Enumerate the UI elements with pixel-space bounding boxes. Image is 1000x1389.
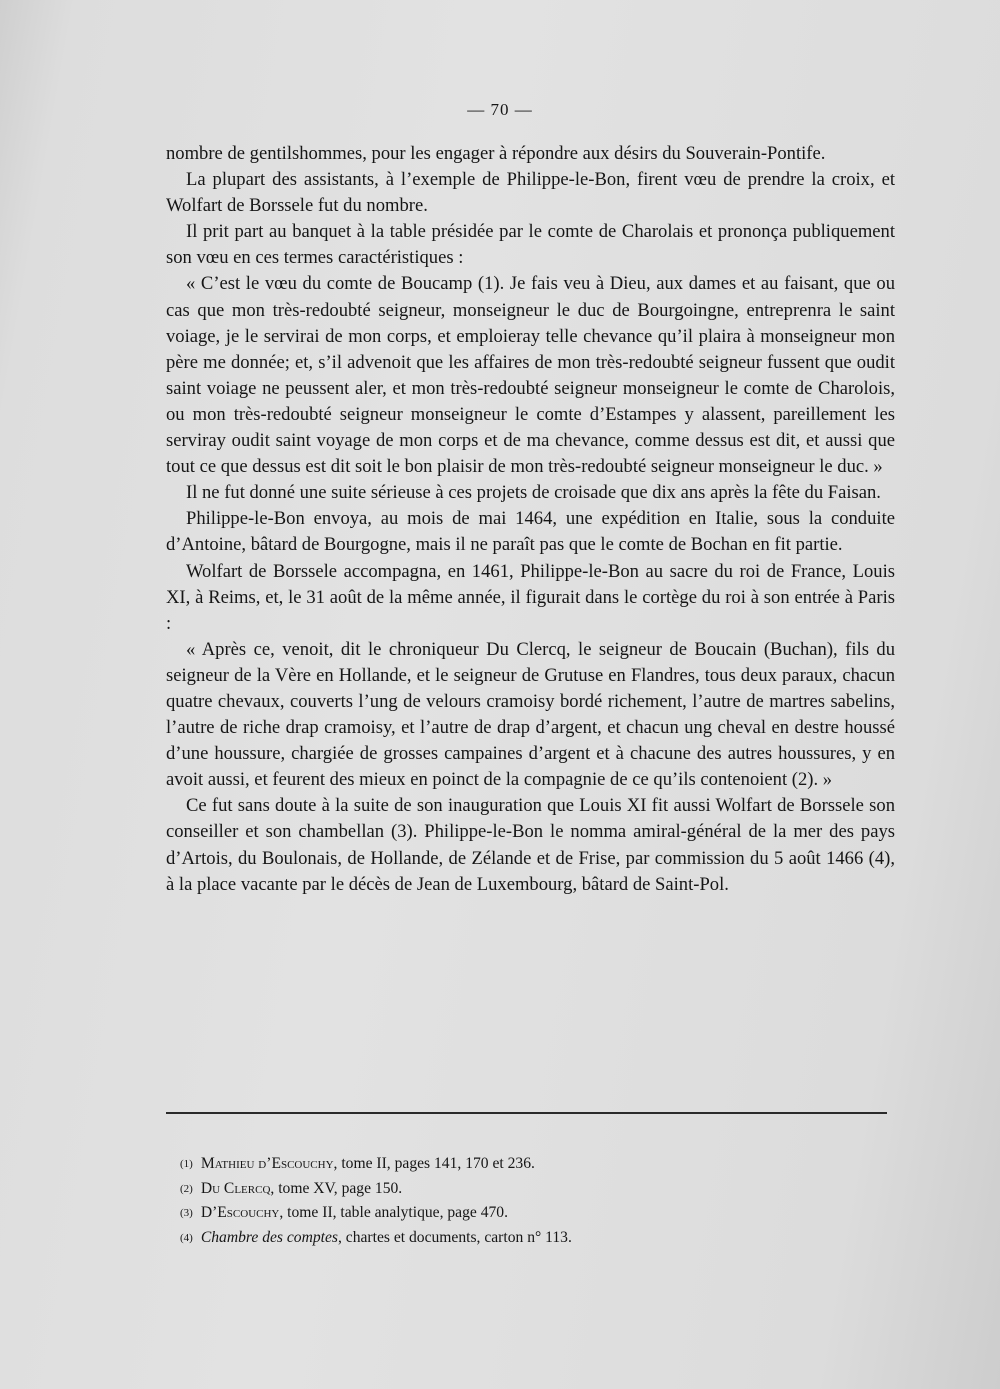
paragraph-5: Il ne fut donné une suite sérieuse à ces projets de croisade que dix ans après la fête du Faisan. [186,482,881,504]
footnote-author: Du Clercq [200,1179,271,1197]
paragraph-7: Wolfart de Borssele accompagna, en 1461, Philippe-le-Bon au sacre du roi de France, Louis XI, à Reims, et, le 31 août de la même année, il figurait dans le cortège du roi à son entrée à Paris : [166,560,895,634]
footnote-1 [180,1152,880,1177]
footnote-marker: (4) [180,1231,193,1244]
footnote-text: , tome II, pages 141, 170 et 236. [333,1155,535,1172]
paragraph-8-quote: « Après ce, venoit, dit le chroniqueur Du Clercq, le seigneur de Boucain (Buchan), fils du seigneur de la Vère en Hollande, et le seigneur de Grutuse en Flandres, tous deux paraux, chacun quatre chevaux, couverts l’ung de velours cramoisy bordé richement, l’autre de martres sabelins, l’autre de riche drap cramoisy, et l’autre de drap d’argent, et chacun ung cheval en destre houssé d’une houssure, chargiée de grosses campaines d’argent et à chacune des autres houssures, y en avoit aussi, et feurent des mieux en poinct de la compagnie de ce qu’ils contenoient (2). » [166,638,895,791]
footnote-marker: (2) [180,1182,193,1195]
footnote-marker: (1) [180,1158,193,1170]
page-number: — 70 — [467,100,533,119]
footnote-text: , tome II, table analytique, page 470. [279,1204,509,1221]
paragraph-6: Philippe-le-Bon envoya, au mois de mai 1464, une expédition en Italie, sous la conduite d’Antoine, bâtard de Bourgogne, mais il ne paraît pas que le comte de Bochan en fit partie. [166,508,895,556]
footnote-4 [180,1226,880,1251]
footnotes [180,1152,880,1250]
footnote-author: D’Escouchy [200,1204,280,1221]
paragraph-3: Il prit part au banquet à la table présidée par le comte de Charolais et prononça publiquement son vœu en ces termes caractéristiques : [166,221,895,269]
footnote-2 [180,1177,880,1202]
footnote-3 [180,1201,880,1226]
footnote-marker: (3) [180,1207,193,1219]
paragraph-4-quote: « C’est le vœu du comte de Boucamp (1). Je fais veu à Dieu, aux dames et au faisant, que ou cas que mon très-redoubté seigneur, monseigneur le duc de Bourgoingne, entreprenra le saint voiage, je le servirai de mon corps, et emploieray telle chevance qu’il plaira à monseigneur mon père me donnée; et, s’il advenoit que les affaires de mon très-redoubté seigneur fussent que oudit saint voiage ne peussent aler, et mon très-redoubté seigneur monseigneur le comte de Charolois, ou mon très-redoubté seigneur monseigneur le comte d’Estampes y alassent, pareillement les serviray oudit saint voyage de mon corps et de ma chevance, comme dessus est dit, et aussi que tout ce que dessus est dit soit le bon plaisir de mon très-redoubté seigneur monseigneur le duc. » [166,273,895,478]
footnote-title: Chambre des comptes [200,1228,338,1246]
footnote-text: , tome XV, page 150. [270,1179,403,1197]
footnote-text: , chartes et documents, carton n° 113. [337,1228,572,1246]
footnote-author: Mathieu d’Escouchy [200,1155,334,1172]
paragraph-9: Ce fut sans doute à la suite de son inauguration que Louis XI fit aussi Wolfart de Borssele son conseiller et son chambellan (3). Philippe-le-Bon le nomma amiral-général de la mer des pays d’Artois, du Boulonais, de Hollande, de Zélande et de Frise, par commission du 5 août 1466 (4), à la place vacante par le décès de Jean de Luxembourg, bâtard de Saint-Pol. [166,795,895,895]
paragraph-1: nombre de gentilshommes, pour les engager à répondre aux désirs du Souverain-Pontife. [166,143,826,164]
paragraph-2: La plupart des assistants, à l’exemple de Philippe-le-Bon, firent vœu de prendre la croix, et Wolfart de Borssele fut du nombre. [166,169,895,217]
body-text [166,141,895,898]
footnote-divider [166,1112,887,1114]
